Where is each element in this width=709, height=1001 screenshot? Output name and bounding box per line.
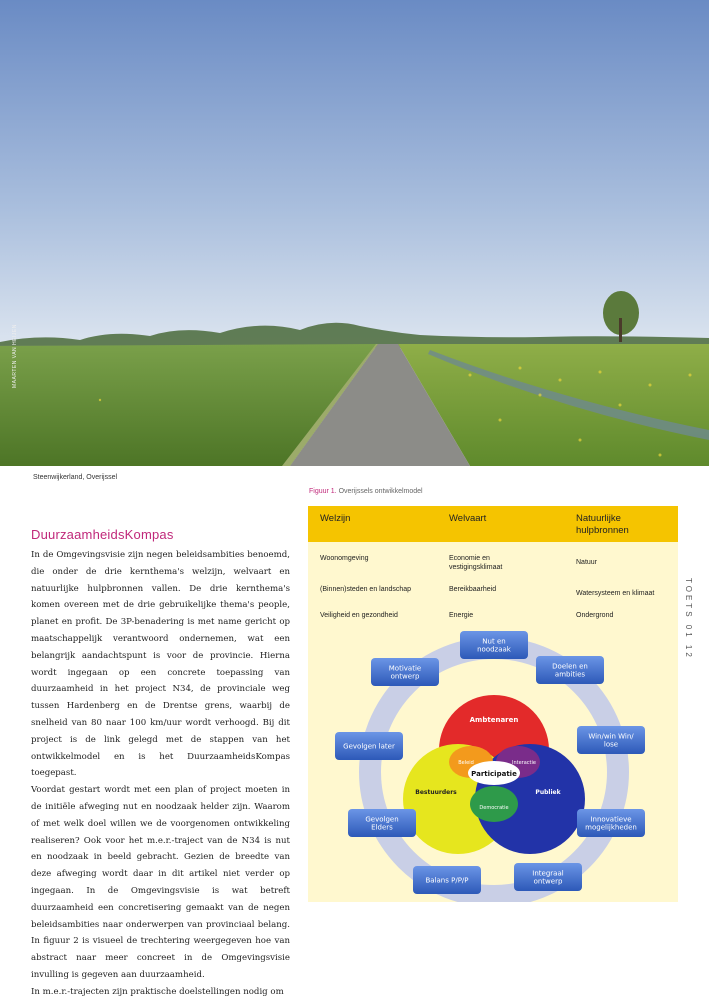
cycle-step-label: Balans P/P/P — [425, 876, 469, 885]
article-paragraph: In m.e.r.-trajecten zijn praktische doelstellingen nodig om — [31, 986, 284, 997]
venn-label-ambtenaren: Ambtenaren — [469, 716, 519, 724]
article-paragraph: In de Omgevingsvisie zijn negen beleidsambities benoemd, die onder de drie kernthema's welzijn, welvaart en natuurlijke hulpbronnen vallen. De drie kernthema's komen overeen met de drie gebruikelijke thema's people, planet en profit. De 3P-benadering is met name gericht op maatschappelijk verantwoord ondernemen, wat een belangrijk aandachtspunt is voor de provincie. Hierna wordt ingegaan op een concrete toepassing van duurzaamheid in het project N34, de provinciale weg tussen Hardenberg en de Drentse grens, waarbij de snelheid van 80 naar 100 km/uur wordt verhoogd. Bij dit project is de link gelegd met de stappen van het ontwikkelmodel en is het DuurzaamheidsKompas toegepast. — [31, 550, 290, 779]
table-cell: Veiligheid en gezondheid — [320, 612, 398, 619]
table-cell: Ondergrond — [576, 612, 614, 619]
cycle-step-label: Motivatie ontwerp — [388, 664, 422, 681]
header-natuurlijke-hulpbronnen: Natuurlijke hulpbronnen — [576, 513, 629, 536]
cycle-step-label: Integraal ontwerp — [532, 869, 564, 886]
venn-label-beleid: Beleid — [458, 760, 474, 766]
table-header — [308, 506, 678, 542]
table-cell: Economie en vestigingsklimaat — [449, 555, 503, 571]
article-body — [31, 547, 290, 1001]
figure-title: Overijssels ontwikkelmodel — [338, 488, 423, 495]
table-cell: Watersysteem en klimaat — [576, 590, 655, 597]
article-heading: DuurzaamheidsKompas — [31, 527, 174, 542]
venn-label-participatie: Participatie — [471, 770, 517, 778]
landscape-photo — [0, 0, 709, 466]
figure-label: Figuur 1. — [309, 488, 337, 495]
cycle-step-label: Gevolgen Elders — [365, 815, 399, 832]
cycle-step-label: Doelen en ambities — [552, 662, 588, 679]
photo-credit: MAARTEN VAN HEIJEN — [12, 324, 18, 388]
running-head: TOETS 01 12 — [684, 578, 693, 660]
table-cell: Bereikbaarheid — [449, 586, 497, 593]
development-model-diagram — [308, 622, 678, 902]
cycle-step-label: Innovatieve mogelijkheden — [585, 815, 637, 832]
table-cell: Natuur — [576, 559, 598, 566]
table-cell: (Binnen)steden en landschap — [320, 586, 412, 593]
table-cell: Energie — [449, 612, 474, 619]
cycle-step-label: Gevolgen later — [343, 742, 395, 751]
cycle-step-label: Win/win Win/ lose — [588, 732, 634, 749]
venn-overlap-democratie — [470, 786, 518, 822]
header-welvaart: Welvaart — [449, 513, 487, 524]
venn-label-interactie: Interactie — [512, 760, 536, 766]
header-welzijn: Welzijn — [320, 513, 351, 524]
venn-label-bestuurders: Bestuurders — [415, 789, 457, 796]
venn-label-democratie: Democratie — [479, 805, 509, 811]
figure-caption — [309, 488, 423, 495]
table-cell: Woonomgeving — [320, 555, 369, 562]
article-paragraph: Voordat gestart wordt met een plan of project moeten in de initiële afweging nut en noodzaak helder zijn. Waarom of met welk doel willen we de voorgenomen ontwikkeling realiseren? Ook voor het m.e.r.-traject van de N34 is nut en noodzaak in beeld gebracht. Gezien de breedte van deze afweging wordt daar in dit artikel niet verder op ingegaan. In de Omgevingsvisie is wat betreft duurzaamheid een concretisering gemaakt van de negen beleidsambities naar onderwerpen van provinciaal belang. In figuur 2 is visueel de trechtering weergegeven hoe van abstract naar meer concreet in de Omgevingsvisie invulling is gegeven aan duurzaamheid. — [31, 785, 290, 980]
cycle-step-label: Nut en noodzaak — [477, 637, 511, 654]
photo-caption: Steenwijkerland, Overijssel — [33, 474, 118, 481]
venn-label-publiek: Publiek — [535, 789, 561, 796]
